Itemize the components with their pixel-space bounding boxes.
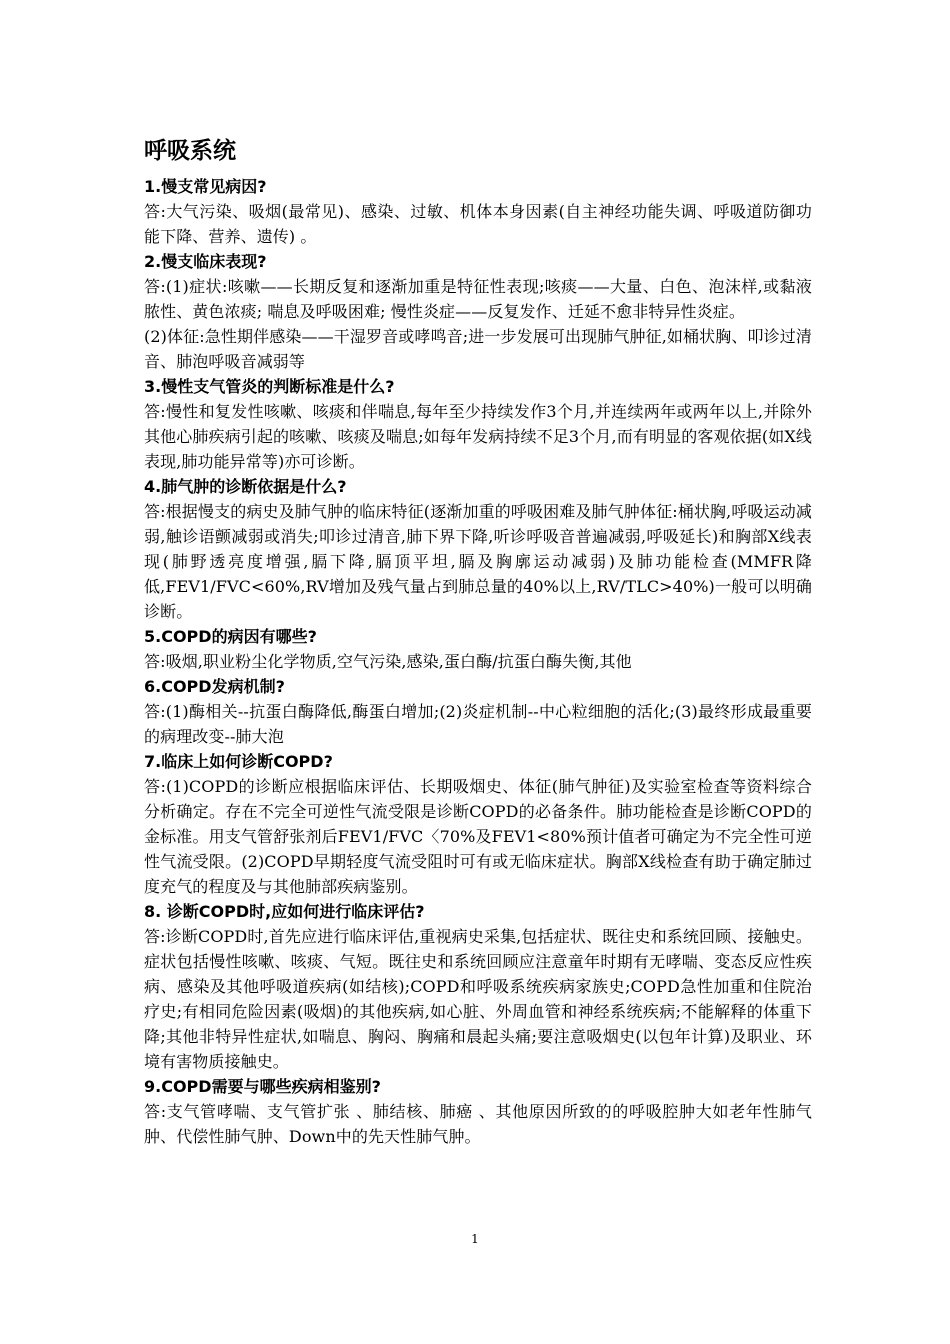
answer-6: 答:(1)酶相关--抗蛋白酶降低,酶蛋白增加;(2)炎症机制--中心粒细胞的活化;(3)最终形成最重要的病理改变--肺大泡	[144, 702, 812, 746]
question-1: 1.慢支常见病因?	[144, 177, 267, 196]
answer-2-symptoms: 答:(1)症状:咳嗽——长期反复和逐渐加重是特征性表现;咳痰——大量、白色、泡沫样,或黏液脓性、黄色浓痰; 喘息及呼吸困难; 慢性炎症——反复发作、迁延不愈非特异性炎症。	[144, 277, 812, 321]
question-4: 4.肺气肿的诊断依据是什么?	[144, 477, 347, 496]
section-4	[144, 474, 812, 624]
question-3: 3.慢性支气管炎的判断标准是什么?	[144, 377, 395, 396]
section-5	[144, 624, 812, 674]
answer-3: 答:慢性和复发性咳嗽、咳痰和伴喘息,每年至少持续发作3个月,并连续两年或两年以上,并除外其他心肺疾病引起的咳嗽、咳痰及喘息;如每年发病持续不足3个月,而有明显的客观依据(如X线表现,肺功能异常等)亦可诊断。	[144, 402, 812, 471]
question-8: 8. 诊断COPD时,应如何进行临床评估?	[144, 902, 425, 921]
answer-9: 答:支气管哮喘、支气管扩张 、肺结核、肺癌 、其他原因所致的的呼吸腔肿大如老年性肺气肿、代偿性肺气肿、Down中的先天性肺气肿。	[144, 1102, 812, 1146]
answer-8: 答:诊断COPD时,首先应进行临床评估,重视病史采集,包括症状、既往史和系统回顾、接触史。症状包括慢性咳嗽、咳痰、气短。既往史和系统回顾应注意童年时期有无哮喘、变态反应性疾病、感染及其他呼吸道疾病(如结核);COPD和呼吸系统疾病家族史;COPD急性加重和住院治疗史;有相同危险因素(吸烟)的其他疾病,如心脏、外周血管和神经系统疾病;不能解释的体重下降;其他非特异性症状,如喘息、胸闷、胸痛和晨起头痛;要注意吸烟史(以包年计算)及职业、环境有害物质接触史。	[144, 927, 812, 1071]
answer-2-signs: (2)体征:急性期伴感染——干湿罗音或哮鸣音;进一步发展可出现肺气肿征,如桶状胸、叩诊过清音、肺泡呼吸音减弱等	[144, 327, 812, 371]
question-5: 5.COPD的病因有哪些?	[144, 627, 317, 646]
section-6	[144, 674, 812, 749]
question-9: 9.COPD需要与哪些疾病相鉴别?	[144, 1077, 381, 1096]
section-3	[144, 374, 812, 474]
section-7	[144, 749, 812, 899]
section-1	[144, 174, 812, 249]
page-title: 呼吸系统	[144, 138, 236, 164]
question-7: 7.临床上如何诊断COPD?	[144, 752, 333, 771]
page-number: 1	[471, 1232, 479, 1246]
question-6: 6.COPD发病机制?	[144, 677, 285, 696]
section-8	[144, 899, 812, 1074]
answer-7: 答:(1)COPD的诊断应根据临床评估、长期吸烟史、体征(肺气肿征)及实验室检查等资料综合分析确定。存在不完全可逆性气流受限是诊断COPD的必备条件。肺功能检查是诊断COPD的金标准。用支气管舒张剂后FEV1/FVC〈70%及FEV1<80%预计值者可确定为不完全性可逆性气流受限。(2)COPD早期轻度气流受阻时可有或无临床症状。胸部X线检查有助于确定肺过度充气的程度及与其他肺部疾病鉴别。	[144, 777, 812, 896]
section-9	[144, 1074, 812, 1149]
answer-5: 答:吸烟,职业粉尘化学物质,空气污染,感染,蛋白酶/抗蛋白酶失衡,其他	[144, 652, 632, 671]
document-content	[144, 136, 812, 1149]
answer-1: 答:大气污染、吸烟(最常见)、感染、过敏、机体本身因素(自主神经功能失调、呼吸道防御功能下降、营养、遗传) 。	[144, 202, 812, 246]
question-2: 2.慢支临床表现?	[144, 252, 267, 271]
answer-4: 答:根据慢支的病史及肺气肿的临床特征(逐渐加重的呼吸困难及肺气肿体征:桶状胸,呼吸运动减弱,触诊语颤减弱或消失;叩诊过清音,肺下界下降,听诊呼吸音普遍减弱,呼吸延长)和胸部X线表现(肺野透亮度增强,膈下降,膈顶平坦,膈及胸廓运动减弱)及肺功能检查(MMFR降低,FEV1/FVC<60%,RV增加及残气量占到肺总量的40%以上,RV/TLC>40%)一般可以明确诊断。	[144, 502, 812, 621]
section-2	[144, 249, 812, 374]
